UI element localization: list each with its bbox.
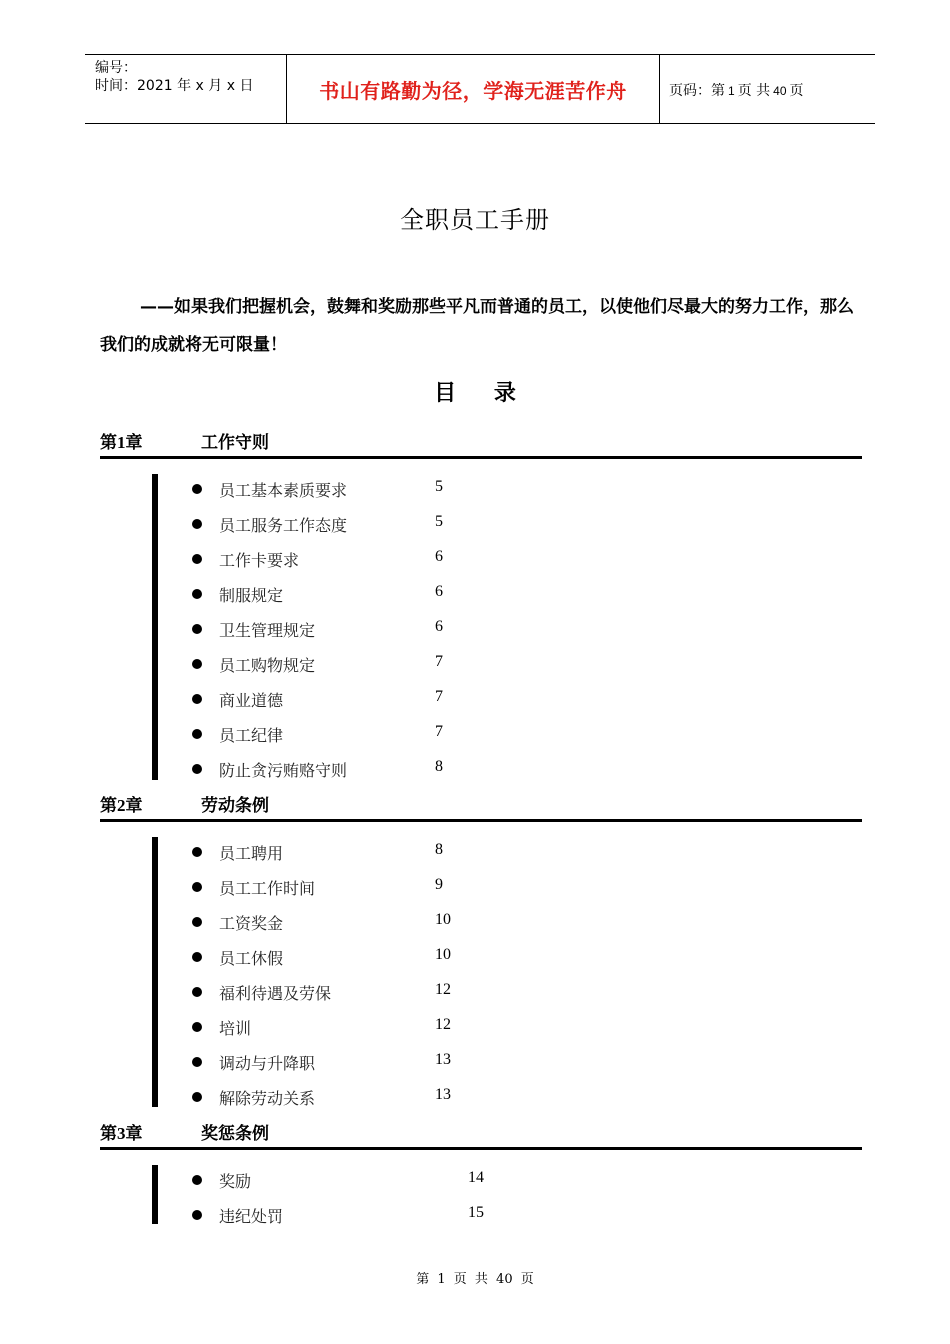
bullet-icon [192,987,202,997]
toc-entry[interactable] [190,981,590,1003]
toc-entry[interactable] [190,583,590,605]
bullet-icon [192,847,202,857]
bullet-icon [192,1057,202,1067]
toc-entry-page: 10 [435,946,451,963]
toc-entry-label: 培训 [219,1019,252,1038]
toc-entry-page: 6 [435,583,443,600]
bullet-icon [192,1210,202,1220]
toc-entry-page: 12 [435,1016,451,1033]
toc-entry-label: 工资奖金 [219,914,284,933]
toc-entry-label: 员工聘用 [219,844,284,863]
bullet-icon [192,694,202,704]
toc-entry[interactable] [190,841,590,863]
header-slogan: 书山有路勤为径，学海无涯苦作舟 [319,79,627,103]
toc-entry[interactable] [190,723,590,745]
bullet-icon [192,519,202,529]
bullet-icon [192,554,202,564]
serial-label: 编号： [95,60,137,76]
toc-entry[interactable] [190,478,590,500]
toc-entry[interactable] [190,688,590,710]
toc-entry[interactable] [190,653,590,675]
toc-entry[interactable] [190,946,590,968]
chapter-title: 奖惩条例 [201,1124,269,1144]
toc-entry-page: 6 [435,618,443,635]
toc-entry-page: 8 [435,841,443,858]
chapter-rule [100,1147,862,1150]
toc-entry[interactable] [190,758,590,780]
page-suffix: 页 [789,83,804,99]
toc-entry-page: 9 [435,876,443,893]
bullet-icon [192,484,202,494]
toc-entry[interactable] [190,618,590,640]
toc-entry-page: 7 [435,688,443,705]
toc-entry-page: 6 [435,548,443,565]
chapter-side-bar [152,474,158,780]
toc-entry-page: 13 [435,1086,451,1103]
toc-heading: 目 录 [434,381,516,406]
toc-entry-label: 员工基本素质要求 [219,481,348,500]
toc-entry-page: 8 [435,758,443,775]
page-mid: 页 共 [737,83,771,99]
toc-entry-label: 奖励 [219,1172,252,1191]
toc-entry-label: 违纪处罚 [219,1207,284,1226]
toc-entry[interactable] [190,548,590,570]
chapter-number: 第1章 [100,433,143,452]
toc-entry[interactable] [190,1204,590,1226]
chapter-title: 工作守则 [201,433,269,453]
page-footer: 第 1 页 共 40 页 [416,1272,534,1287]
bullet-icon [192,729,202,739]
toc-entry-page: 5 [435,478,443,495]
bullet-icon [192,952,202,962]
toc-entry-page: 5 [435,513,443,530]
document-title: 全职员工手册 [400,206,550,234]
chapter-heading [100,791,862,823]
toc-entry-label: 解除劳动关系 [219,1089,316,1108]
page-prefix: 页码：第 [669,83,725,99]
toc-entry[interactable] [190,876,590,898]
bullet-icon [192,764,202,774]
toc-entry[interactable] [190,513,590,535]
toc-entry[interactable] [190,911,590,933]
toc-entry-label: 防止贪污贿赂守则 [219,761,348,780]
toc-entry-label: 员工服务工作态度 [219,516,348,535]
bullet-icon [192,659,202,669]
toc-entry-label: 福利待遇及劳保 [219,984,332,1003]
toc-entry-label: 工作卡要求 [219,551,300,570]
bullet-icon [192,589,202,599]
intro-quote: ——如果我们把握机会，鼓舞和奖励那些平凡而普通的员工，以使他们尽最大的努力工作，那么我们的成就将无可限量！ [100,297,854,355]
toc-entry-page: 12 [435,981,451,998]
toc-entry-page: 7 [435,653,443,670]
chapter-side-bar [152,837,158,1107]
chapter-rule [100,456,862,459]
toc-entry-page: 13 [435,1051,451,1068]
header-meta [95,59,253,95]
page-header [85,54,875,124]
toc-entry[interactable] [190,1086,590,1108]
toc-entry-label: 员工购物规定 [219,656,316,675]
toc-entry[interactable] [190,1051,590,1073]
chapter-rule [100,819,862,822]
time-label: 时间：2021 年 x 月 x 日 [95,78,254,94]
bullet-icon [192,1092,202,1102]
toc-entry[interactable] [190,1016,590,1038]
chapter-side-bar [152,1165,158,1224]
toc-entry[interactable] [190,1169,590,1191]
header-divider [659,55,660,123]
bullet-icon [192,917,202,927]
header-page-info [669,80,804,100]
chapter-number: 第2章 [100,796,143,815]
toc-entry-page: 14 [468,1169,484,1186]
toc-entry-label: 制服规定 [219,586,284,605]
chapter-title: 劳动条例 [201,796,269,816]
bullet-icon [192,1175,202,1185]
chapter-number: 第3章 [100,1124,143,1143]
chapter-heading [100,428,862,460]
page-total: 40 [773,84,787,98]
page-current: 1 [728,84,735,98]
chapter-heading [100,1119,862,1151]
toc-entry-page: 10 [435,911,451,928]
toc-entry-label: 卫生管理规定 [219,621,316,640]
toc-entry-label: 调动与升降职 [219,1054,316,1073]
bullet-icon [192,882,202,892]
toc-entry-label: 商业道德 [219,691,284,710]
toc-entry-label: 员工纪律 [219,726,284,745]
toc-entry-label: 员工工作时间 [219,879,316,898]
bullet-icon [192,1022,202,1032]
toc-entry-page: 7 [435,723,443,740]
toc-entry-page: 15 [468,1204,484,1221]
toc-entry-label: 员工休假 [219,949,284,968]
bullet-icon [192,624,202,634]
